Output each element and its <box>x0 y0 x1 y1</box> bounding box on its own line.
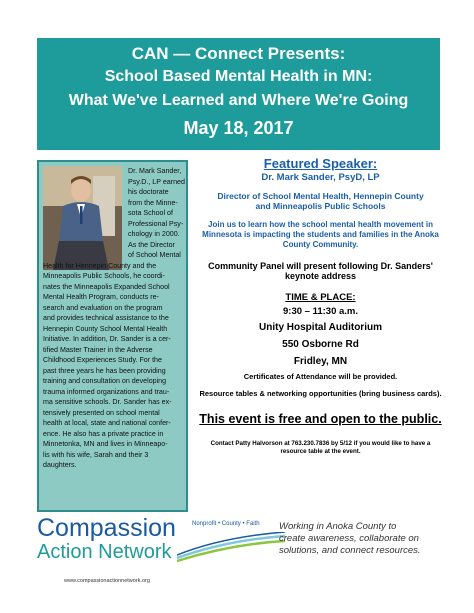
community-panel-note <box>197 261 444 281</box>
speaker-title <box>197 191 444 211</box>
description-line: Join us to learn how the school mental health movement in <box>208 220 433 229</box>
bio-line: Professional Psy- <box>128 219 184 228</box>
event-city: Fridley, MN <box>293 356 348 367</box>
bio-line: chology in 2000. <box>128 230 180 238</box>
bio-line: ma sensitive schools. Dr. Sander has ex- <box>43 398 172 406</box>
featured-speaker-heading: Featured Speaker: <box>263 156 378 171</box>
time-place-heading: TIME & PLACE: <box>285 292 356 303</box>
bio-line: Hennepin County School Mental Health <box>43 324 168 333</box>
bio-line: Psy.D., LP earned <box>128 177 185 186</box>
event-date: May 18, 2017 <box>183 118 294 138</box>
header-banner <box>37 38 440 150</box>
description-line: Minnesota is impacting the students and families in the Anoka <box>202 230 439 239</box>
panel-line: keynote address <box>284 271 357 281</box>
speaker-title-line: and Minneapolis Public Schools <box>255 201 386 211</box>
bio-line: Mental Health Program, conducts re- <box>43 293 159 301</box>
bio-line: tified Master Trainer in the Adverse <box>43 345 153 354</box>
mission-line: create awareness, collaborate on <box>279 533 419 544</box>
bio-line: Childhood Experiences Study. For the <box>43 356 162 364</box>
description-line: County Community. <box>282 240 359 249</box>
bio-line: Health for Hennepin County and the <box>43 261 157 270</box>
banner-subtitle-2: What We've Learned and Where We're Going <box>68 92 409 109</box>
bio-line: lis with his wife, Sarah and their 3 <box>43 450 149 459</box>
event-description <box>197 220 444 250</box>
bio-line: search and evaluation on the program <box>43 303 163 312</box>
speaker-bio-text <box>43 166 185 471</box>
bio-line: daughters. <box>43 461 77 469</box>
bio-line: Initiative. In addition, Dr. Sander is a cer- <box>43 335 171 343</box>
bio-line: ence. He also has a private practice in <box>43 429 164 438</box>
website-url: www.compassionactionnetwork.org <box>64 578 150 584</box>
contact-line: resource table at the event. <box>280 448 361 455</box>
bio-line: tensively presented on school mental <box>43 408 160 417</box>
bio-line: trauma informed organizations and trau- <box>43 387 170 396</box>
bio-line: health at local, state and national confer- <box>43 419 171 427</box>
mission-line: solutions, and connect resources. <box>279 545 421 556</box>
free-event-note: This event is free and open to the public. <box>199 412 442 426</box>
speaker-bio-box <box>37 160 188 512</box>
logo-name: Compassion <box>37 514 176 542</box>
bio-line: and provides technical assistance to the <box>43 314 169 322</box>
event-venue: Unity Hospital Auditorium <box>259 322 382 333</box>
bio-line: Dr. Mark Sander, <box>128 167 182 175</box>
compassion-action-network-logo <box>37 514 277 594</box>
contact-line: Contact Patty Halvorson at 763.230.7836 by 5/12 if you would like to have a <box>210 440 431 447</box>
speaker-title-line: Director of School Mental Health, Hennepin County <box>217 191 424 201</box>
logo-tagline: Nonprofit • County • Faith <box>192 521 260 527</box>
event-address: 550 Osborne Rd <box>282 339 359 350</box>
bio-line: Minnetonka, MN and lives in Minneapo- <box>43 440 168 448</box>
bio-line: Minneapolis Public Schools, he coordi- <box>43 272 165 280</box>
panel-line: Community Panel will present following Dr. Sanders' <box>208 261 433 271</box>
mission-statement <box>279 521 449 557</box>
mission-line: Working in Anoka County to <box>279 521 397 532</box>
bio-line: of School Mental <box>128 251 181 259</box>
event-details <box>197 156 444 456</box>
banner-subtitle-1: School Based Mental Health in MN: <box>104 68 373 85</box>
banner-title: CAN — Connect Presents: <box>131 44 346 63</box>
bio-line: his doctorate <box>128 188 169 196</box>
speaker-name: Dr. Mark Sander, PsyD, LP <box>261 172 380 183</box>
bio-line: nates the Minneapolis Expanded School <box>43 282 170 291</box>
bio-line: As the Director <box>128 240 175 249</box>
bio-line: training and consultation on developing <box>43 377 167 385</box>
bio-line: past three years he has been providing <box>43 366 166 375</box>
event-time: 9:30 – 11:30 a.m. <box>283 306 358 317</box>
contact-note <box>197 440 444 456</box>
logo-subtitle: Action Network <box>37 541 172 563</box>
bio-line: sota School of <box>128 209 173 217</box>
bio-line: from the Minne- <box>128 198 178 207</box>
resource-tables-note: Resource tables & networking opportunities (bring business cards). <box>199 389 442 398</box>
swoosh-icon <box>177 532 287 562</box>
certificates-note: Certificates of Attendance will be provided. <box>243 372 398 381</box>
